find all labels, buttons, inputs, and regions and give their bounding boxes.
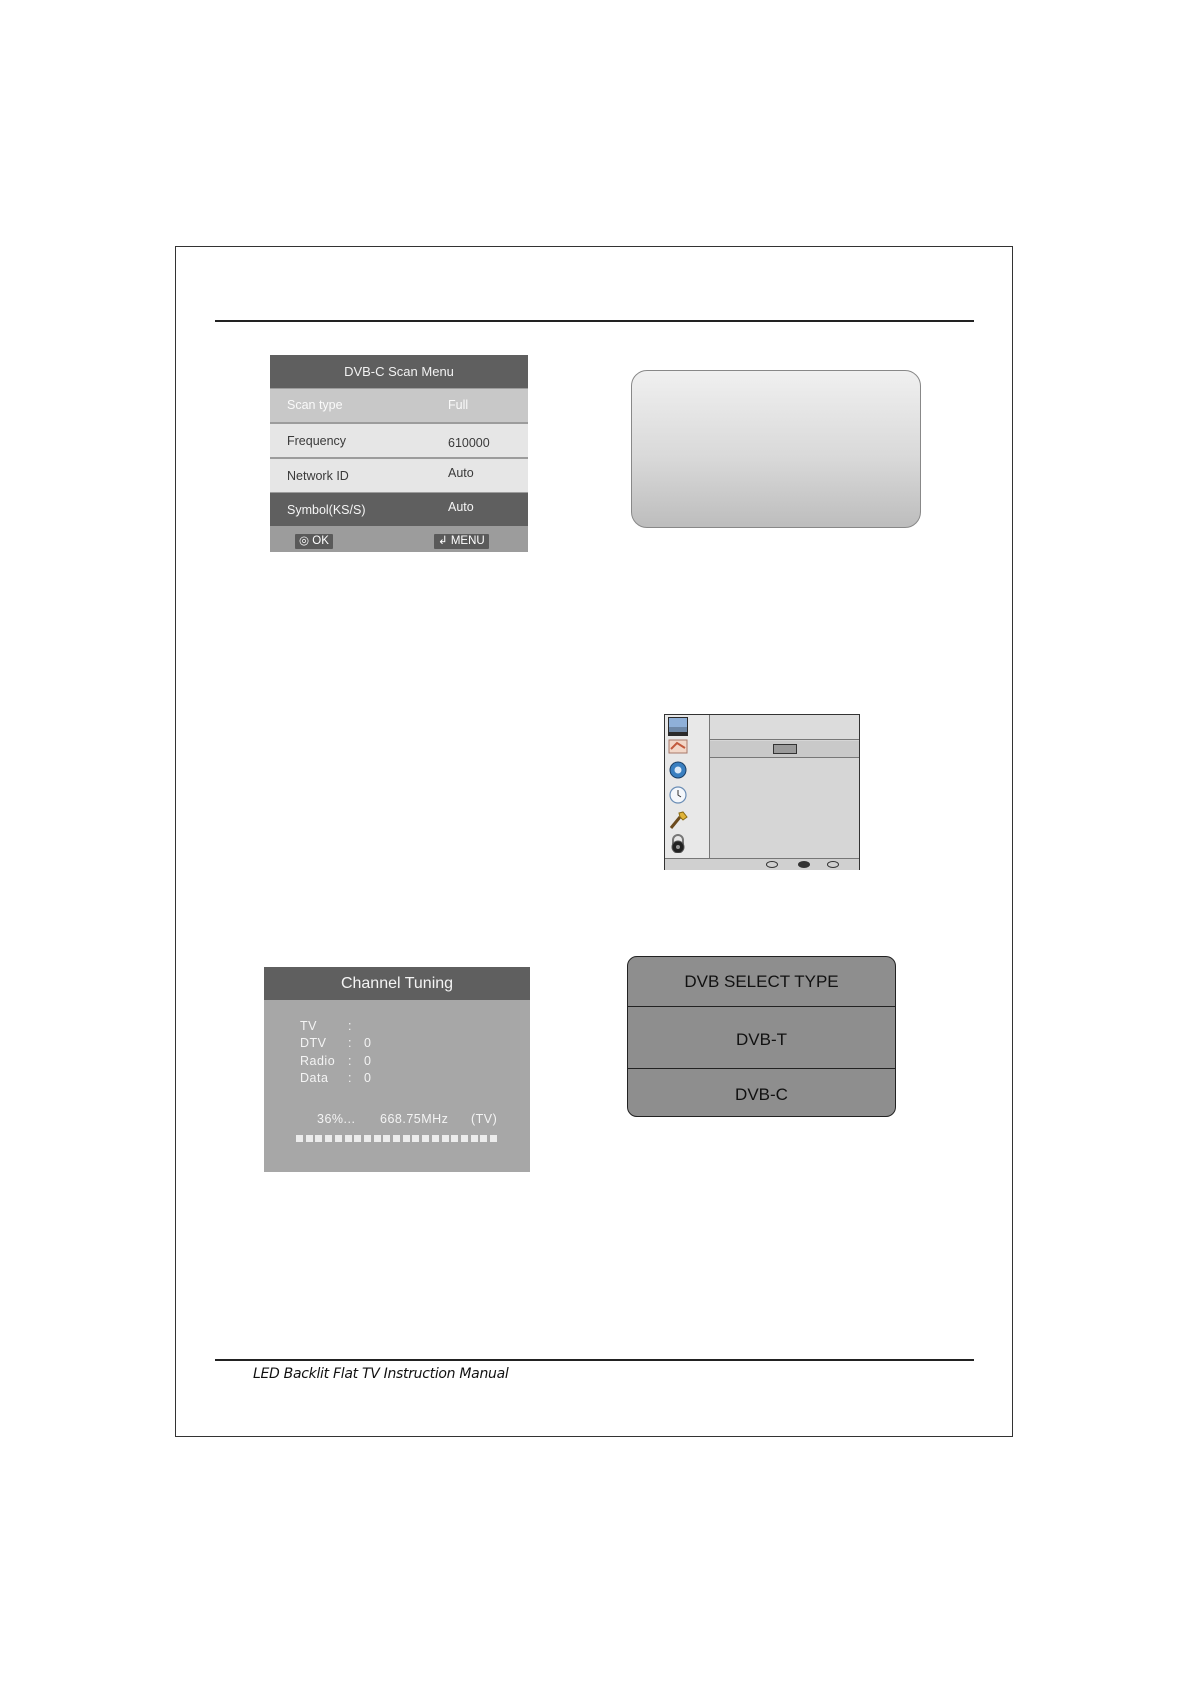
osd-selected-row[interactable] — [710, 741, 859, 758]
channel-icon[interactable] — [668, 760, 688, 779]
radio-count: 0 — [364, 1054, 372, 1068]
manual-title: LED Backlit Flat TV Instruction Manual — [253, 1366, 509, 1382]
menu-label: MENU — [450, 535, 485, 547]
progress-segment — [383, 1135, 390, 1142]
scan-menu-title: DVB-C Scan Menu — [270, 355, 528, 388]
progress-segment — [296, 1135, 303, 1142]
tuning-mode: (TV) — [471, 1112, 498, 1126]
ok-label: OK — [312, 535, 329, 547]
progress-segment — [490, 1135, 497, 1142]
ok-circle-icon: ◎ — [299, 535, 310, 547]
header-rule — [215, 320, 974, 322]
eye-key-icon — [798, 861, 810, 868]
frequency-row[interactable] — [270, 424, 528, 457]
frequency-label: Frequency — [287, 434, 347, 448]
progress-segment — [471, 1135, 478, 1142]
lock-icon[interactable] — [668, 834, 688, 853]
scan-menu-footer — [270, 528, 528, 552]
select-key-icon — [766, 861, 778, 868]
dtv-separator: : — [348, 1036, 352, 1050]
tuning-progress-bar — [296, 1135, 500, 1142]
dvb-t-option[interactable]: DVB-T — [628, 1007, 895, 1069]
scan-type-label: Scan type — [287, 398, 343, 412]
sound-icon[interactable] — [668, 737, 688, 756]
progress-segment — [451, 1135, 458, 1142]
progress-segment — [393, 1135, 400, 1142]
radio-separator: : — [348, 1054, 352, 1068]
setup-icon[interactable] — [668, 811, 688, 830]
osd-icon-sidebar — [665, 715, 710, 858]
osd-header — [710, 715, 859, 740]
dvb-c-option[interactable]: DVB-C — [735, 1085, 788, 1104]
ok-button[interactable] — [295, 534, 333, 549]
dvb-select-type-dialog — [627, 956, 896, 1117]
progress-segment — [325, 1135, 332, 1142]
progress-segment — [345, 1135, 352, 1142]
progress-segment — [442, 1135, 449, 1142]
progress-segment — [412, 1135, 419, 1142]
progress-segment — [306, 1135, 313, 1142]
footer-rule — [215, 1359, 974, 1361]
scan-type-row[interactable] — [270, 389, 528, 422]
progress-segment — [374, 1135, 381, 1142]
dtv-count: 0 — [364, 1036, 372, 1050]
tuning-frequency: 668.75MHz — [380, 1112, 449, 1126]
progress-segment — [480, 1135, 487, 1142]
dvbc-scan-menu — [270, 355, 528, 552]
network-id-label: Network ID — [287, 469, 349, 483]
frequency-value: 610000 — [448, 436, 490, 450]
data-label: Data — [300, 1071, 329, 1085]
tv-separator: : — [348, 1019, 352, 1033]
radio-label: Radio — [300, 1054, 336, 1068]
progress-segment — [364, 1135, 371, 1142]
dtv-label: DTV — [300, 1036, 327, 1050]
progress-segment — [432, 1135, 439, 1142]
progress-segment — [335, 1135, 342, 1142]
data-separator: : — [348, 1071, 352, 1085]
time-icon[interactable] — [668, 785, 688, 804]
osd-main-menu — [664, 714, 860, 870]
data-count: 0 — [364, 1071, 372, 1085]
progress-segment — [354, 1135, 361, 1142]
channel-tuning-title: Channel Tuning — [264, 967, 530, 1000]
blank-message-panel — [631, 370, 921, 528]
progress-percent: 36%... — [317, 1112, 356, 1126]
osd-footer — [665, 858, 859, 870]
symbol-row[interactable] — [270, 493, 528, 526]
symbol-value: Auto — [448, 500, 474, 514]
dvb-select-title: DVB SELECT TYPE — [628, 957, 895, 1007]
exit-key-icon — [827, 861, 839, 868]
picture-icon[interactable] — [668, 717, 688, 736]
scan-type-value: Full — [448, 398, 469, 412]
return-arrow-icon: ↲ — [438, 535, 448, 547]
progress-segment — [403, 1135, 410, 1142]
network-id-value: Auto — [448, 466, 474, 480]
channel-tuning-panel — [264, 967, 530, 1172]
symbol-label: Symbol(KS/S) — [287, 503, 366, 517]
progress-segment — [422, 1135, 429, 1142]
tv-label: TV — [300, 1019, 317, 1033]
osd-value-box — [773, 744, 797, 754]
progress-segment — [461, 1135, 468, 1142]
menu-button[interactable] — [434, 534, 489, 549]
network-id-row[interactable] — [270, 459, 528, 492]
progress-segment — [315, 1135, 322, 1142]
